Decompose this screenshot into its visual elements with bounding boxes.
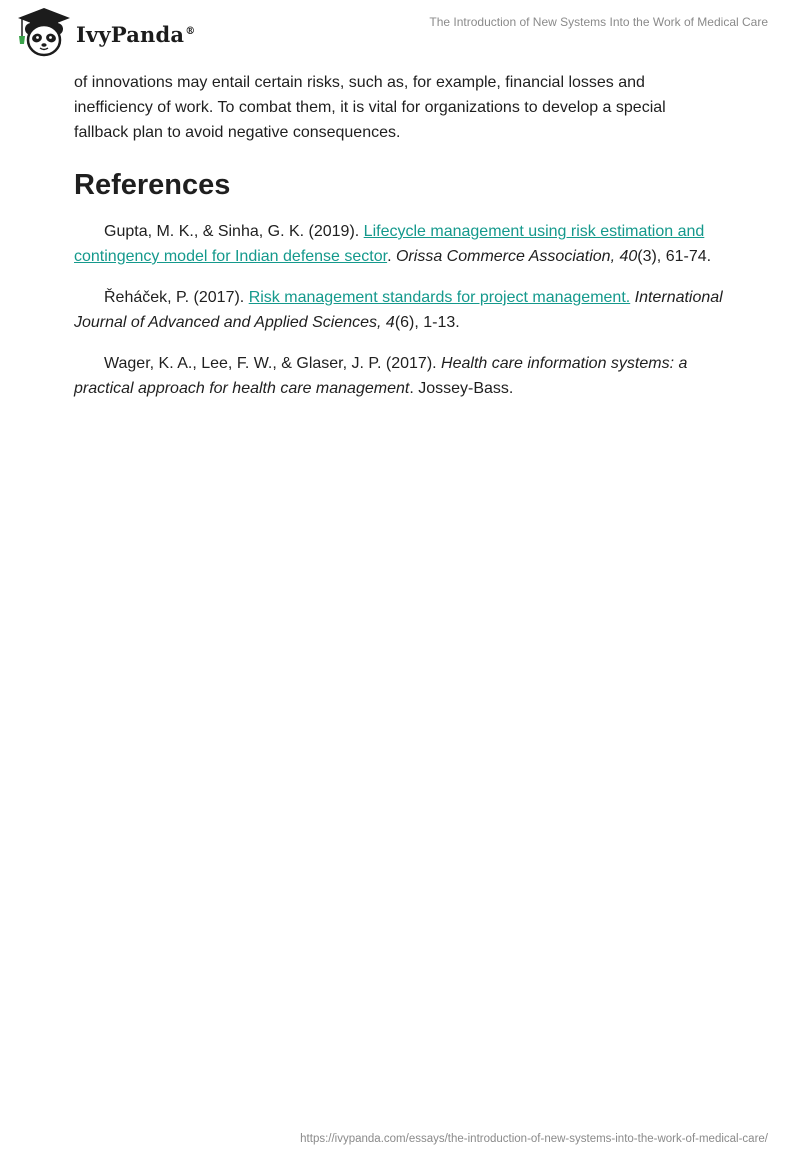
reference-link[interactable]: Risk management standards for project management. bbox=[248, 289, 631, 306]
intro-paragraph: of innovations may entail certain risks, such as, for example, financial losses and inefficiency of work. To combat them, it is vital for organizations to develop a special fallback plan to avoid negative consequences. bbox=[74, 74, 666, 141]
reference-item: Řeháček, P. (2017). Risk management standards for project management. International Journal of Advanced and Applied Sciences, 4(6), 1-13. bbox=[74, 289, 723, 331]
brand-name: IvyPanda® bbox=[76, 21, 196, 47]
main-content bbox=[74, 70, 724, 417]
reference-link[interactable]: Lifecycle management using risk estimation and contingency model for Indian defense sector bbox=[74, 223, 705, 265]
references-heading: References bbox=[74, 169, 231, 201]
reference-item: Wager, K. A., Lee, F. W., & Glaser, J. P. (2017). Health care information systems: a practical approach for health care management. Jossey-Bass. bbox=[74, 355, 688, 397]
page-header bbox=[0, 0, 800, 62]
panda-graduation-cap-icon bbox=[14, 6, 74, 58]
reference-item: Gupta, M. K., & Sinha, G. K. (2019). Lifecycle management using risk estimation and contingency model for Indian defense sector. Orissa Commerce Association, 40(3), 61-74. bbox=[74, 223, 712, 265]
brand-logo-link[interactable] bbox=[14, 6, 195, 58]
footer-url[interactable]: https://ivypanda.com/essays/the-introduction-of-new-systems-into-the-work-of-medical-care/ bbox=[300, 1133, 768, 1145]
document-title: The Introduction of New Systems Into the Work of Medical Care bbox=[429, 15, 768, 29]
